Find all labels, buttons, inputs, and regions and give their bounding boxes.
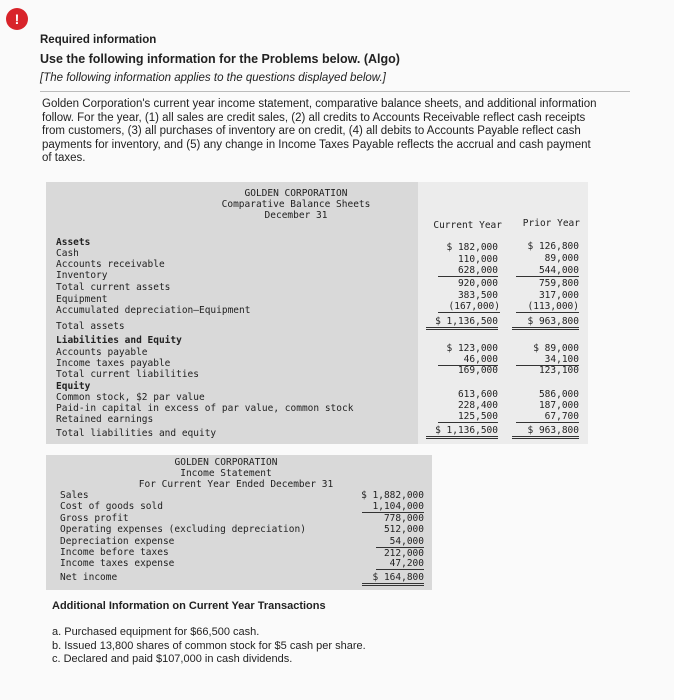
is-value: 47,200 bbox=[376, 558, 424, 570]
divider bbox=[40, 91, 630, 92]
bs-row-label: Cash bbox=[56, 248, 79, 259]
bs-cur-value: 125,500 bbox=[438, 411, 498, 423]
bs-pri-value: 187,000 bbox=[538, 400, 579, 411]
bs-row-label: Total liabilities and equity bbox=[56, 428, 217, 439]
bs-row-label: Accumulated depreciation—Equipment bbox=[56, 305, 251, 316]
bs-cur-value: 920,000 bbox=[457, 278, 498, 289]
applies-note: [The following information applies to the questions displayed below.] bbox=[40, 72, 386, 84]
bs-row-label: Total current assets bbox=[56, 282, 171, 293]
bs-row-label: Inventory bbox=[56, 270, 108, 281]
is-value: $ 164,800 bbox=[362, 572, 424, 586]
is-row-label: Gross profit bbox=[60, 513, 129, 524]
bs-pri-value: $ 89,000 bbox=[533, 343, 579, 354]
bs-cur-value: 110,000 bbox=[457, 254, 498, 265]
bs-cur-value: 46,000 bbox=[438, 354, 498, 366]
is-period: For Current Year Ended December 31 bbox=[138, 479, 334, 490]
bs-cur-value: 169,000 bbox=[457, 365, 498, 376]
additional-info-heading: Additional Information on Current Year Transactions bbox=[52, 600, 326, 612]
bs-pri-value: $ 963,800 bbox=[512, 316, 579, 330]
bs-col-current: Current Year bbox=[433, 220, 502, 231]
bs-pri-value: $ 126,800 bbox=[527, 241, 579, 252]
bs-row-label: Income taxes payable bbox=[56, 358, 171, 369]
bs-row-label: Retained earnings bbox=[56, 414, 154, 425]
is-row-label: Depreciation expense bbox=[60, 536, 175, 547]
balance-sheet-table bbox=[46, 182, 588, 444]
bs-cur-value: $ 182,000 bbox=[446, 242, 498, 253]
bs-cur-value: 228,400 bbox=[457, 400, 498, 411]
intro-paragraph: Golden Corporation's current year income statement, comparative balance sheets, and additional information follow. For the year, (1) all sales are credit sales, (2) all credits to Accounts Receivable reflect cash receipts from customers, (3) all purchases of inventory are on credit, (4) all debits to Accounts Payable reflect cash payments for inventory, and (5) any change in Income Taxes Payable reflects the accrual and cash payment of taxes. bbox=[42, 98, 597, 164]
bs-pri-value: 89,000 bbox=[544, 253, 579, 264]
bs-row-label: Paid-in capital in excess of par value, common stock bbox=[56, 403, 354, 414]
required-information-label: Required information bbox=[40, 34, 157, 46]
bs-row-label: Accounts receivable bbox=[56, 259, 165, 270]
is-title: Income Statement bbox=[180, 468, 272, 479]
bs-row-label: Total current liabilities bbox=[56, 369, 199, 380]
bs-pri-value: 123,100 bbox=[538, 365, 579, 376]
additional-item: c. Declared and paid $107,000 in cash dividends. bbox=[52, 653, 293, 665]
is-row-label: Income before taxes bbox=[60, 547, 169, 558]
is-value: 512,000 bbox=[383, 524, 424, 535]
problem-title: Use the following information for the Problems below. (Algo) bbox=[40, 52, 400, 66]
bs-row-label: Assets bbox=[56, 237, 91, 248]
is-row-label: Net income bbox=[60, 572, 118, 583]
additional-item: b. Issued 13,800 shares of common stock for $5 cash per share. bbox=[52, 640, 366, 652]
is-value: 1,104,000 bbox=[362, 501, 424, 513]
bs-cur-value: $ 1,136,500 bbox=[426, 316, 498, 330]
bs-company: GOLDEN CORPORATION bbox=[244, 188, 348, 199]
bs-pri-value: 759,800 bbox=[538, 278, 579, 289]
bs-cur-value: 383,500 bbox=[457, 290, 498, 301]
income-statement-table bbox=[46, 455, 432, 590]
is-value: 212,000 bbox=[383, 548, 424, 559]
bs-date: December 31 bbox=[264, 210, 328, 221]
bs-col-prior: Prior Year bbox=[522, 218, 580, 229]
is-row-label: Sales bbox=[60, 490, 89, 501]
is-row-label: Cost of goods sold bbox=[60, 501, 163, 512]
is-value: $ 1,882,000 bbox=[361, 490, 424, 501]
bs-row-label: Liabilities and Equity bbox=[56, 335, 182, 346]
bs-cur-value: (167,000) bbox=[438, 301, 500, 313]
is-company: GOLDEN CORPORATION bbox=[174, 457, 278, 468]
alert-icon: ! bbox=[6, 8, 28, 30]
is-value: 54,000 bbox=[376, 536, 424, 548]
bs-row-label: Equity bbox=[56, 381, 91, 392]
bs-pri-value: 586,000 bbox=[538, 389, 579, 400]
bs-cur-value: 613,600 bbox=[457, 389, 498, 400]
bs-cur-value: $ 1,136,500 bbox=[426, 425, 498, 439]
bs-pri-value: 34,100 bbox=[516, 354, 579, 366]
bs-pri-value: 67,700 bbox=[516, 411, 579, 423]
bs-title: Comparative Balance Sheets bbox=[221, 199, 371, 210]
bs-row-label: Accounts payable bbox=[56, 347, 148, 358]
bs-row-label: Total assets bbox=[56, 321, 125, 332]
bs-pri-value: 544,000 bbox=[516, 265, 579, 277]
bs-row-label: Equipment bbox=[56, 294, 108, 305]
bs-pri-value: $ 963,800 bbox=[512, 425, 579, 439]
bs-row-label: Common stock, $2 par value bbox=[56, 392, 205, 403]
bs-pri-value: (113,000) bbox=[516, 301, 579, 313]
is-row-label: Operating expenses (excluding depreciation) bbox=[60, 524, 306, 535]
additional-item: a. Purchased equipment for $66,500 cash. bbox=[52, 626, 260, 638]
bs-cur-value: $ 123,000 bbox=[446, 343, 498, 354]
bs-pri-value: 317,000 bbox=[538, 290, 579, 301]
is-row-label: Income taxes expense bbox=[60, 558, 175, 569]
bs-cur-value: 628,000 bbox=[438, 265, 498, 277]
is-value: 778,000 bbox=[383, 513, 424, 524]
